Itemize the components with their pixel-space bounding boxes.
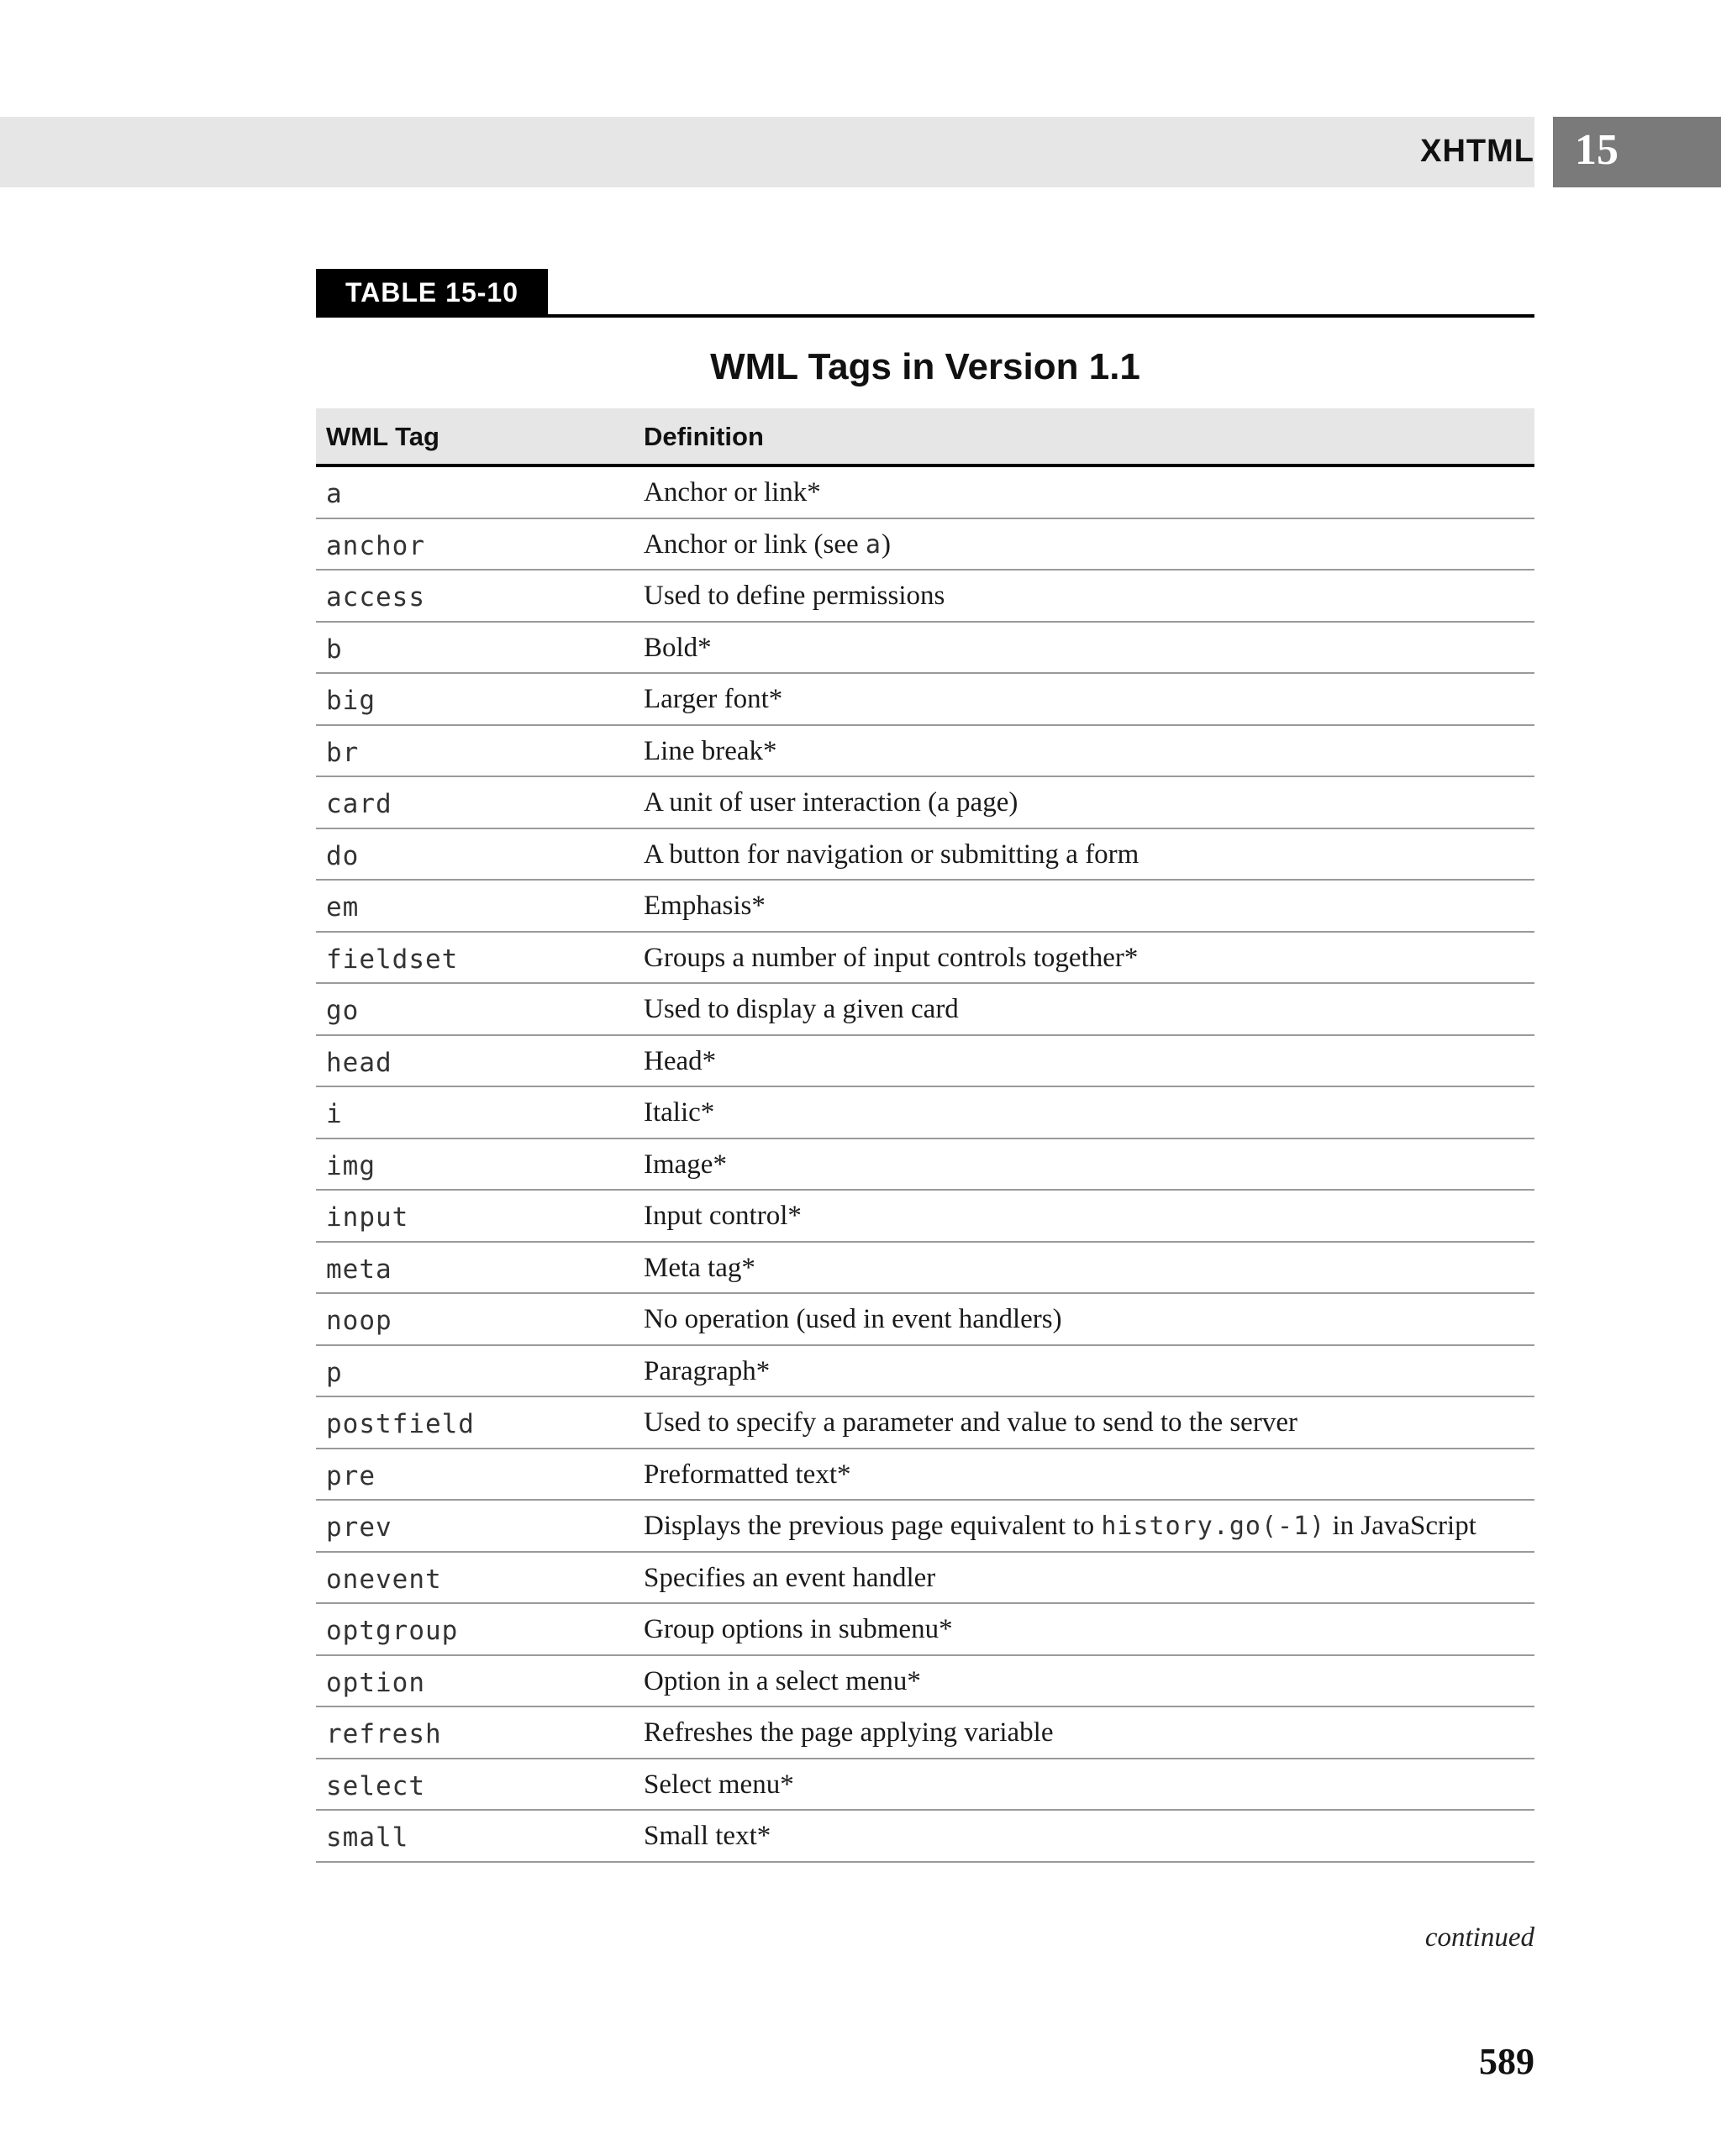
table-row — [316, 1139, 1534, 1191]
table-row — [316, 933, 1534, 985]
tag-cell: prev — [326, 1512, 392, 1543]
tag-cell: pre — [326, 1460, 376, 1491]
definition-cell — [644, 1097, 714, 1128]
tag-cell: i — [326, 1099, 343, 1129]
tag-cell: em — [326, 892, 360, 923]
tag-cell: anchor — [326, 530, 425, 561]
column-header-definition: Definition — [644, 422, 764, 451]
tag-cell: option — [326, 1667, 425, 1698]
continued-note: continued — [1424, 1922, 1534, 1953]
definition-cell — [644, 1666, 921, 1697]
table-row — [316, 467, 1534, 519]
table-row — [316, 1294, 1534, 1346]
definition-cell — [644, 994, 959, 1025]
definition-text: Displays the previous page equivalent to — [644, 1511, 1102, 1541]
definition-text: Refreshes the page applying variable — [644, 1717, 1054, 1748]
table-title: WML Tags in Version 1.1 — [710, 346, 1140, 387]
definition-cell — [644, 529, 891, 560]
definition-cell — [644, 1046, 716, 1077]
tag-cell: refresh — [326, 1719, 442, 1749]
definition-text: Used to define permissions — [644, 581, 945, 611]
chapter-number: 15 — [1575, 126, 1618, 174]
tag-cell: p — [326, 1357, 343, 1388]
definition-text: Larger font* — [644, 684, 783, 714]
table-row — [316, 571, 1534, 623]
definition-cell — [644, 787, 1018, 818]
definition-text: Specifies an event handler — [644, 1562, 936, 1593]
tag-cell: head — [326, 1047, 392, 1078]
definition-text: Used to display a given card — [644, 994, 959, 1024]
definition-cell — [644, 839, 1139, 870]
definition-cell — [644, 1407, 1297, 1438]
tag-cell: meta — [326, 1254, 392, 1285]
definition-cell — [644, 1459, 851, 1491]
tag-cell: select — [326, 1770, 425, 1801]
tag-cell: small — [326, 1822, 409, 1853]
definition-text: Preformatted text* — [644, 1459, 851, 1490]
definition-text: Image* — [644, 1149, 727, 1180]
definition-cell — [644, 581, 945, 612]
running-header-band — [0, 117, 1534, 187]
definition-text: Anchor or link (see — [644, 528, 866, 560]
tag-cell: access — [326, 582, 425, 613]
table-row — [316, 1553, 1534, 1605]
table-row — [316, 1397, 1534, 1449]
table-row — [316, 1191, 1534, 1243]
table-row — [316, 1656, 1534, 1708]
definition-text: Anchor or link* — [644, 477, 821, 507]
table-row — [316, 1707, 1534, 1759]
tag-cell: b — [326, 634, 343, 665]
definition-cell — [644, 1614, 953, 1645]
definition-text: Input control* — [644, 1201, 802, 1231]
page-number: 589 — [1479, 2041, 1534, 2082]
table-row — [316, 1243, 1534, 1295]
running-title: XHTML — [1420, 134, 1534, 169]
table-row — [316, 1087, 1534, 1139]
table-row — [316, 1604, 1534, 1656]
definition-cell — [644, 1563, 935, 1594]
table-row — [316, 623, 1534, 675]
definition-cell — [644, 1717, 1053, 1748]
definition-cell — [644, 633, 712, 664]
definition-cell — [644, 1253, 755, 1284]
table-row — [316, 1759, 1534, 1812]
definition-text: Head* — [644, 1045, 717, 1076]
tag-cell: a — [326, 479, 343, 509]
definition-cell — [644, 1511, 1476, 1542]
definition-text-after: ) — [881, 528, 891, 560]
table-row — [316, 881, 1534, 933]
chapter-tab — [1553, 117, 1721, 187]
tag-cell: do — [326, 840, 360, 871]
table-top-rule — [316, 314, 1534, 318]
definition-cell — [644, 1149, 727, 1181]
definition-text: Option in a select menu* — [644, 1665, 921, 1696]
table-row — [316, 1449, 1534, 1501]
definition-text: Group options in submenu* — [644, 1614, 953, 1644]
inline-code: history.go(-1) — [1101, 1512, 1326, 1541]
tag-cell: noop — [326, 1306, 392, 1336]
tag-cell: big — [326, 686, 376, 716]
table-row — [316, 984, 1534, 1036]
definition-text: Select menu* — [644, 1769, 794, 1800]
table-row — [316, 674, 1534, 726]
tag-cell: fieldset — [326, 944, 459, 975]
table-label: TABLE 15-10 — [316, 269, 548, 316]
tag-cell: br — [326, 737, 360, 768]
table-row — [316, 726, 1534, 778]
definition-text: Groups a number of input controls together* — [644, 942, 1139, 973]
definition-cell — [644, 684, 782, 715]
inline-code: a — [865, 529, 882, 560]
table-body — [316, 467, 1534, 1863]
definition-text: Line break* — [644, 735, 777, 766]
table-row — [316, 1501, 1534, 1553]
table-row — [316, 1036, 1534, 1088]
tag-cell: card — [326, 789, 392, 819]
table-row — [316, 1346, 1534, 1398]
definition-cell — [644, 1304, 1062, 1335]
table-header — [316, 408, 1534, 467]
definition-text: Italic* — [644, 1097, 715, 1128]
definition-cell — [644, 1769, 794, 1801]
tag-cell: go — [326, 996, 360, 1026]
tag-cell: img — [326, 1150, 376, 1181]
definition-cell — [644, 477, 821, 508]
definition-cell — [644, 736, 777, 767]
definition-text: Bold* — [644, 632, 712, 663]
column-header-tag: WML Tag — [326, 422, 439, 451]
table-row — [316, 519, 1534, 571]
definition-text: Meta tag* — [644, 1252, 755, 1283]
definition-text: A button for navigation or submitting a form — [644, 839, 1139, 870]
definition-cell — [644, 1356, 770, 1387]
definition-cell — [644, 943, 1138, 974]
tag-cell: postfield — [326, 1409, 475, 1439]
definition-text: Emphasis* — [644, 891, 766, 921]
definition-text: Paragraph* — [644, 1355, 771, 1386]
table-row — [316, 777, 1534, 829]
definition-cell — [644, 1201, 802, 1232]
tag-cell: onevent — [326, 1564, 442, 1595]
table-row — [316, 829, 1534, 881]
definition-text: Small text* — [644, 1821, 771, 1851]
definition-text: No operation (used in event handlers) — [644, 1304, 1062, 1334]
definition-cell — [644, 1821, 771, 1852]
definition-cell — [644, 891, 766, 922]
definition-text: A unit of user interaction (a page) — [644, 787, 1018, 818]
definition-text-after: in JavaScript — [1325, 1511, 1476, 1541]
tag-cell: input — [326, 1202, 409, 1233]
table-row — [316, 1811, 1534, 1863]
definition-text: Used to specify a parameter and value to send to the server — [644, 1407, 1297, 1438]
tag-cell: optgroup — [326, 1616, 459, 1646]
